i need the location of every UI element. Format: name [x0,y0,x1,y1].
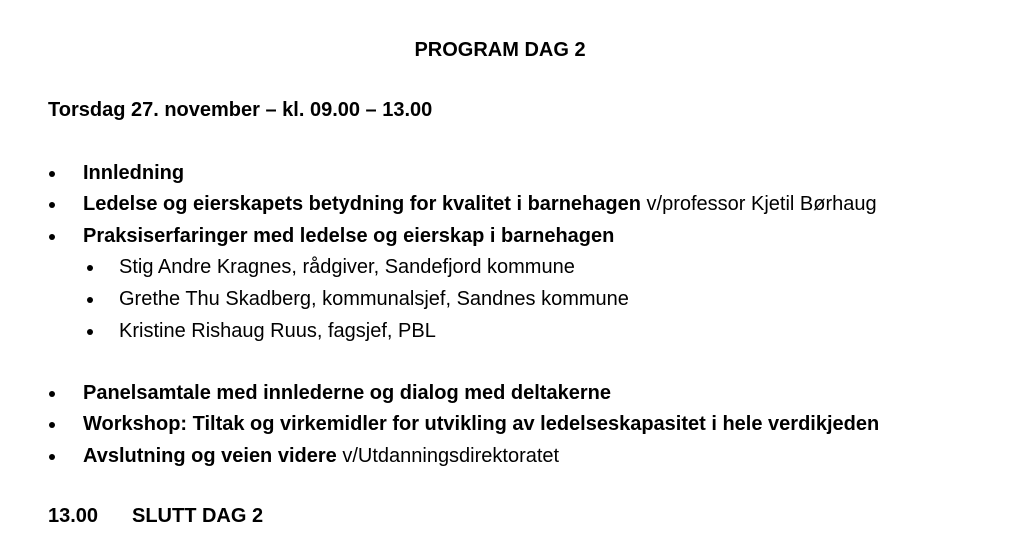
bullet-icon [87,297,93,303]
agenda-item-text: Avslutning og veien videre v/Utdanningsdirektoratet [83,445,560,467]
bullet-icon [49,171,55,177]
bullet-icon [87,265,93,271]
page-title: PROGRAM DAG 2 [414,39,586,61]
agenda-item-text: Praksiserfaringer med ledelse og eierskap i barnehagen [83,225,615,247]
end-of-day-line [48,504,263,528]
speaker-text: Grethe Thu Skadberg, kommunalsjef, Sandnes kommune [119,288,629,310]
speaker-text: Kristine Rishaug Ruus, fagsjef, PBL [119,320,436,342]
speaker-text: Stig Andre Kragnes, rådgiver, Sandefjord kommune [119,256,575,278]
agenda-item-text: Panelsamtale med innlederne og dialog med deltakerne [83,382,611,404]
end-label: SLUTT DAG 2 [132,505,264,527]
end-time: 13.00 [48,505,99,527]
bullet-icon [49,234,55,240]
date-heading: Torsdag 27. november – kl. 09.00 – 13.00 [48,99,433,121]
bullet-icon [49,391,55,397]
agenda-item-text: Ledelse og eierskapets betydning for kvalitet i barnehagen v/professor Kjetil Børhaug [83,193,877,215]
agenda-item-text: Workshop: Tiltak og virkemidler for utvikling av ledelseskapasitet i hele verdikjeden [83,413,880,435]
agenda-item-text: Innledning [83,162,185,184]
bullet-icon [49,422,55,428]
bullet-icon [49,454,55,460]
bullet-icon [87,329,93,335]
bullet-icon [49,202,55,208]
